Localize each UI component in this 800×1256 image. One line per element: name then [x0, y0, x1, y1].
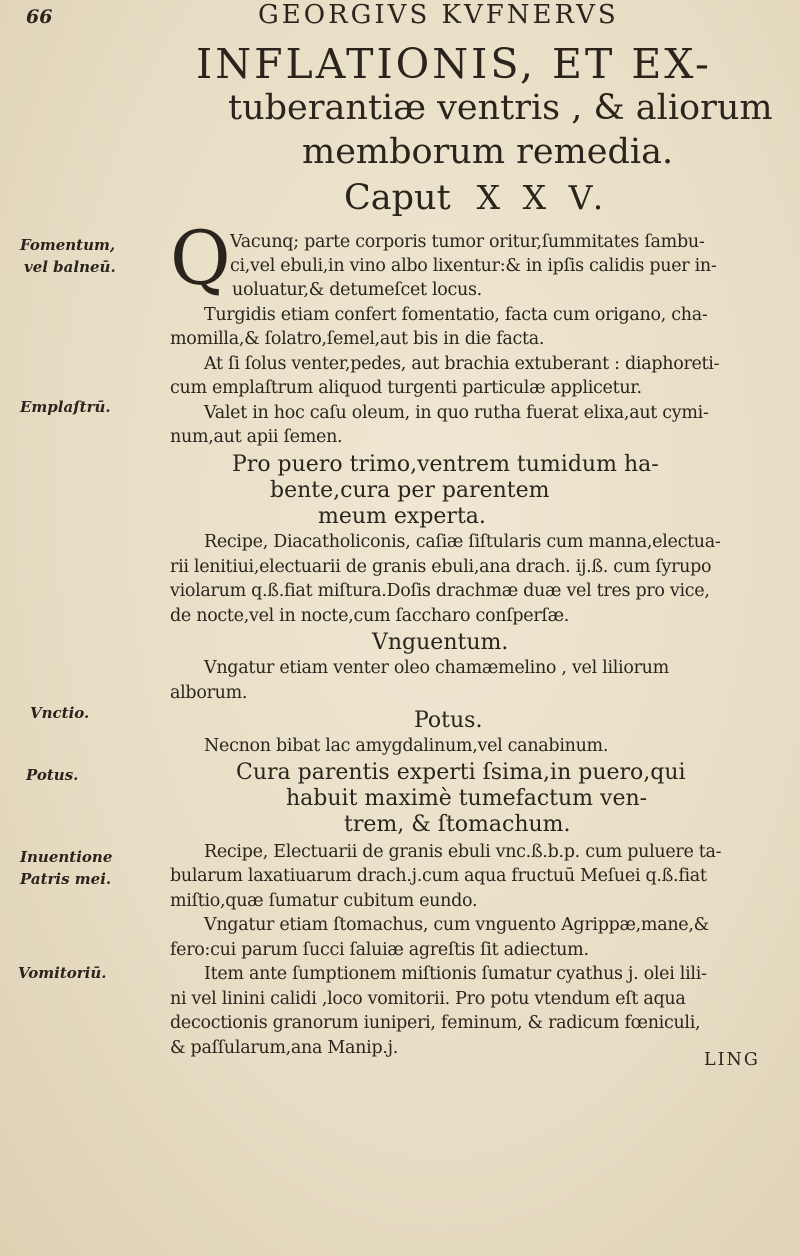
text-line: uoluatur,& detumeſcet locus.	[232, 280, 482, 300]
text-line: momilla,& ſolatro,ſemel,aut bis in die facta.	[170, 329, 545, 349]
chapter-heading	[344, 178, 609, 218]
margin-note-vomitorium: Vomitoriū.	[18, 964, 107, 982]
text-line: miſtio,quæ ſumatur cubitum eundo.	[170, 891, 478, 911]
subheading-line: bente,cura per parentem	[270, 478, 550, 503]
text-line: Recipe, Electuarii de granis ebuli vnc.ß.b.p. cum puluere ta-	[204, 842, 722, 862]
margin-note-inuentione: Inuentione	[20, 848, 113, 866]
text-line: Valet in hoc caſu oleum, in quo rutha fuerat elixa,aut cymi-	[204, 403, 709, 423]
caput-number: X X V.	[476, 178, 610, 217]
subheading-line: Pro puero trimo,ventrem tumidum ha-	[232, 452, 659, 477]
running-head: GEORGIVS KVFNERVS	[258, 0, 619, 30]
subheading-line: meum experta.	[318, 504, 486, 529]
text-line: Item ante ſumptionem miſtionis ſumatur cyathus j. olei lili-	[204, 964, 707, 984]
margin-note-emplastrum: Emplaſtrū.	[20, 398, 111, 416]
subheading-vnguentum: Vnguentum.	[372, 630, 509, 655]
text-line: ci,vel ebuli,in vino albo lixentur:& in ipſis calidis puer in-	[230, 256, 717, 276]
text-line: cum emplaſtrum aliquod turgenti particulæ applicetur.	[170, 378, 642, 398]
text-line: Turgidis etiam confert fomentatio, facta cum origano, cha-	[204, 305, 708, 325]
page-number: 66	[26, 6, 53, 28]
text-line: Recipe, Diacatholiconis, caſiæ ſiſtularis cum manna,electua-	[204, 532, 721, 552]
text-line: rii lenitiui,electuarii de granis ebuli,ana drach. ij.ß. cum ſyrupo	[170, 557, 712, 577]
text-line: fero:cui parum ſucci ſaluiæ agreſtis ſit adiectum.	[170, 940, 589, 960]
margin-note-patris: Patris mei.	[20, 870, 112, 888]
text-line: Vacunq; parte corporis tumor oritur,ſummitates ſambu-	[230, 232, 705, 252]
text-line: ni vel linini calidi ,loco vomitorii. Pro potu vtendum eſt aqua	[170, 989, 686, 1009]
title-line-1: INFLATIONIS, ET EX-	[196, 40, 712, 88]
text-line: violarum q.ß.fiat miſtura.Doſis drachmæ duæ vel tres pro vice,	[170, 581, 710, 601]
subheading-potus: Potus.	[414, 708, 483, 733]
text-line: de nocte,vel in nocte,cum ſaccharo conſperſæ.	[170, 606, 569, 626]
text-line: alborum.	[170, 683, 248, 703]
margin-note-balneum: vel balneū.	[24, 258, 116, 276]
text-line: & paſſularum,ana Manip.j.	[170, 1038, 398, 1058]
margin-note-vnctio: Vnctio.	[30, 704, 90, 722]
margin-note-potus: Potus.	[26, 766, 79, 784]
text-line: At ſi ſolus venter,pedes, aut brachia extuberant : diaphoreti-	[204, 354, 720, 374]
subheading-line: Cura parentis experti ſsima,in puero,qui	[236, 760, 686, 785]
text-line: Vngatur etiam ſtomachus, cum vnguento Agrippæ,mane,&	[204, 915, 709, 935]
text-line: Necnon bibat lac amygdalinum,vel canabinum.	[204, 736, 609, 756]
text-line: decoctionis granorum iuniperi, feminum, & radicum fœniculi,	[170, 1013, 701, 1033]
text-line: num,aut apii ſemen.	[170, 427, 343, 447]
caput-label: Caput	[344, 178, 451, 218]
title-line-3: memborum remedia.	[302, 132, 674, 172]
title-line-2: tuberantiæ ventris , & aliorum	[228, 88, 773, 128]
subheading-line: trem, & ſtomachum.	[344, 812, 571, 837]
drop-cap: Q	[170, 216, 231, 302]
subheading-line: habuit maximè tumefactum ven-	[286, 786, 648, 811]
text-line: Vngatur etiam venter oleo chamæmelino , vel liliorum	[204, 658, 669, 678]
catchword: LING	[704, 1050, 760, 1070]
margin-note-fomentum: Fomentum,	[20, 236, 116, 254]
text-line: bularum laxatiuarum drach.j.cum aqua fructuū Meſuei q.ß.fiat	[170, 866, 707, 886]
